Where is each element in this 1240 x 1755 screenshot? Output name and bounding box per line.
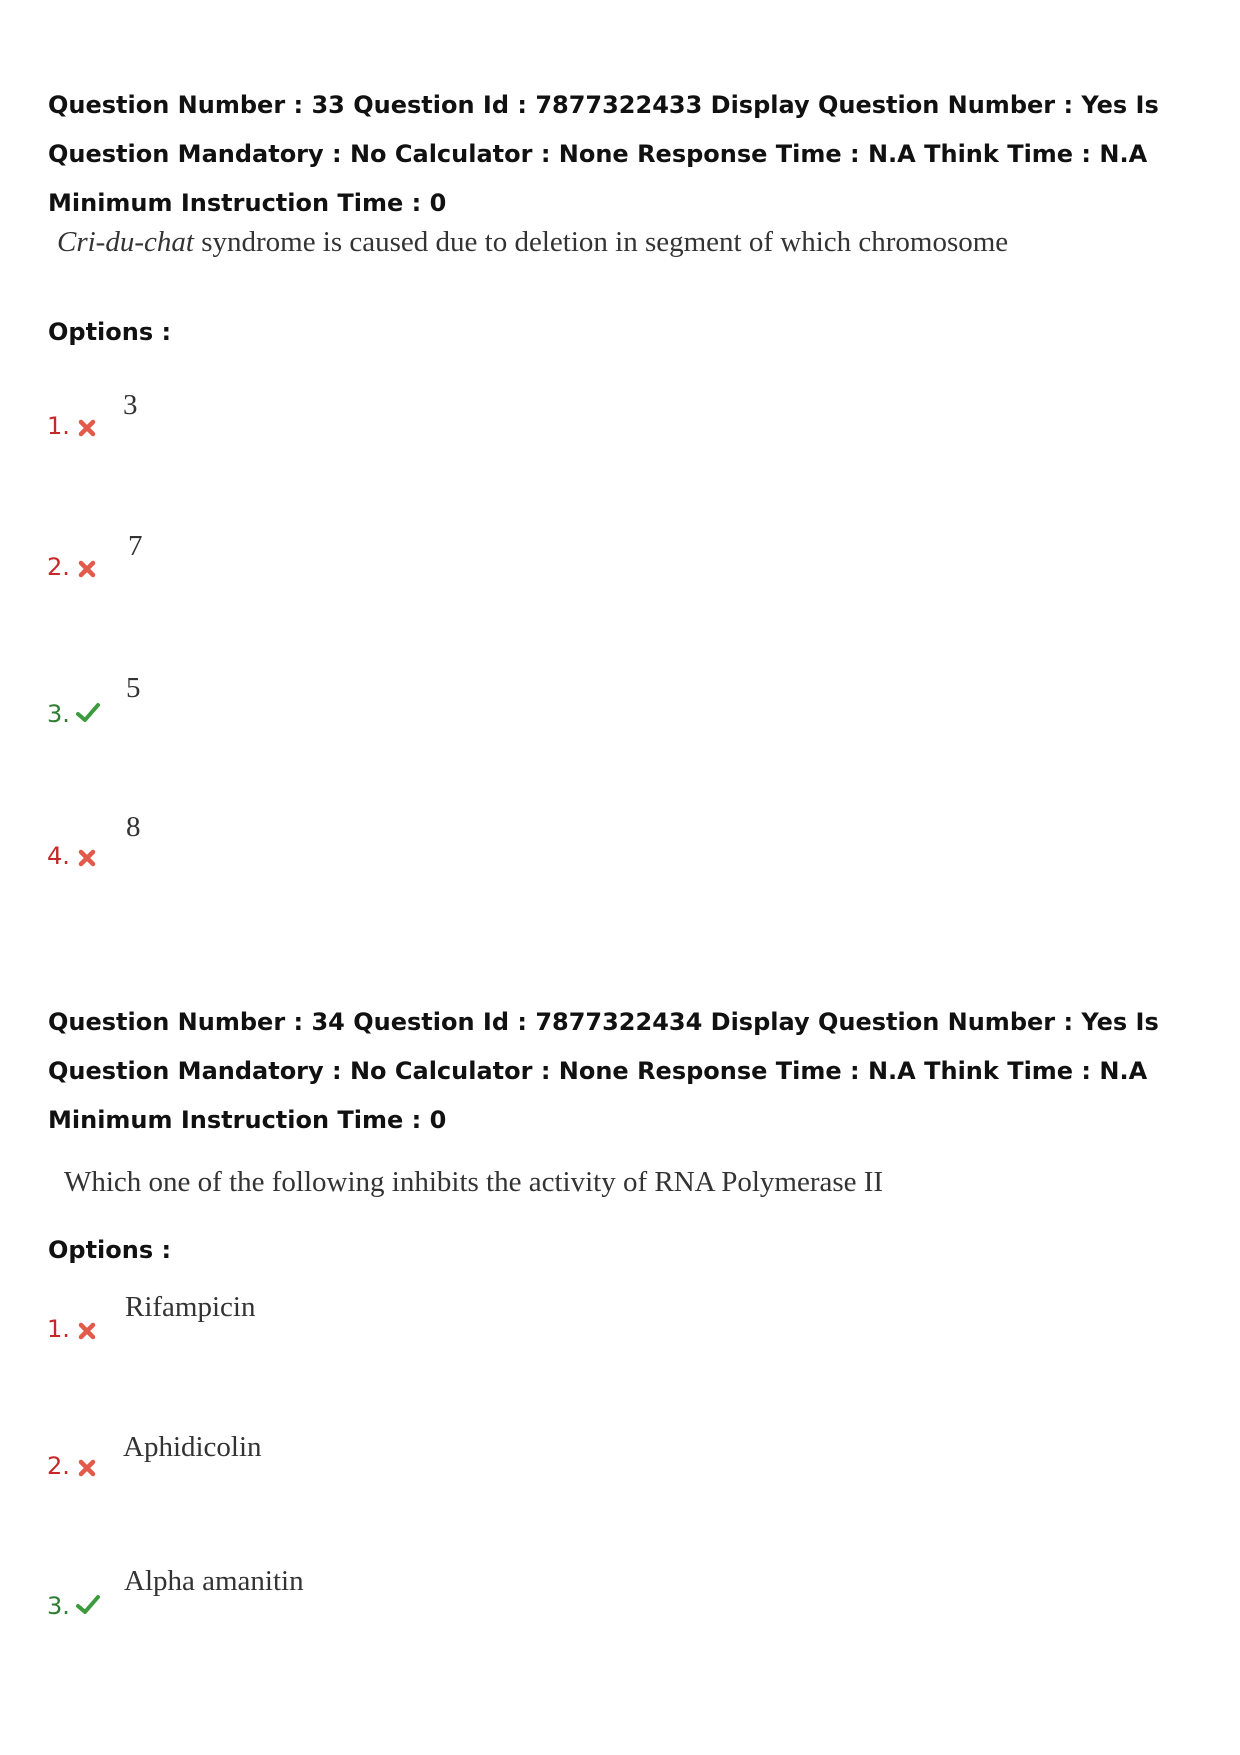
question-33-meta: Question Number : 33 Question Id : 7877322433 Display Question Number : Yes Is Question Mandatory : No Calculator : None Response Time : N.A Think Time : N.A Minimum Instruction Time : 0 [48,91,1159,217]
question-33-option-1-number: 1. [47,412,70,440]
question-34-option-2-text: Aphidicolin [123,1431,262,1463]
question-34-meta: Question Number : 34 Question Id : 7877322434 Display Question Number : Yes Is Question Mandatory : No Calculator : None Response Time : N.A Think Time : N.A Minimum Instruction Time : 0 [48,1008,1159,1134]
question-33-options-label: Options : [48,318,172,346]
check-icon [76,702,100,724]
cross-icon [77,559,97,579]
cross-icon [77,1458,97,1478]
question-33-option-4-number: 4. [47,842,70,870]
question-34-option-1-text: Rifampicin [125,1291,256,1323]
question-34-stem: Which one of the following inhibits the activity of RNA Polymerase II [64,1166,884,1198]
question-33-option-2-text: 7 [128,530,143,562]
question-33-option-1-text: 3 [123,389,138,421]
cross-icon [77,848,97,868]
question-33-option-2-number: 2. [47,553,70,581]
question-33-stem-italic: Cri-du-chat [57,226,194,258]
question-34-option-2-number: 2. [47,1452,70,1480]
question-34-option-3-number: 3. [47,1592,70,1620]
question-34-options-label: Options : [48,1236,172,1264]
question-33-option-3-text: 5 [126,672,141,704]
question-33-option-3-number: 3. [47,700,70,728]
question-34-option-3-text: Alpha amanitin [124,1565,304,1597]
check-icon [76,1594,100,1616]
cross-icon [77,1321,97,1341]
question-34-option-1-number: 1. [47,1315,70,1343]
question-33-stem-text: syndrome is caused due to deletion in segment of which chromosome [193,226,1009,258]
question-33-option-4-text: 8 [126,811,141,843]
cross-icon [77,418,97,438]
question-33-stem [57,226,1008,259]
